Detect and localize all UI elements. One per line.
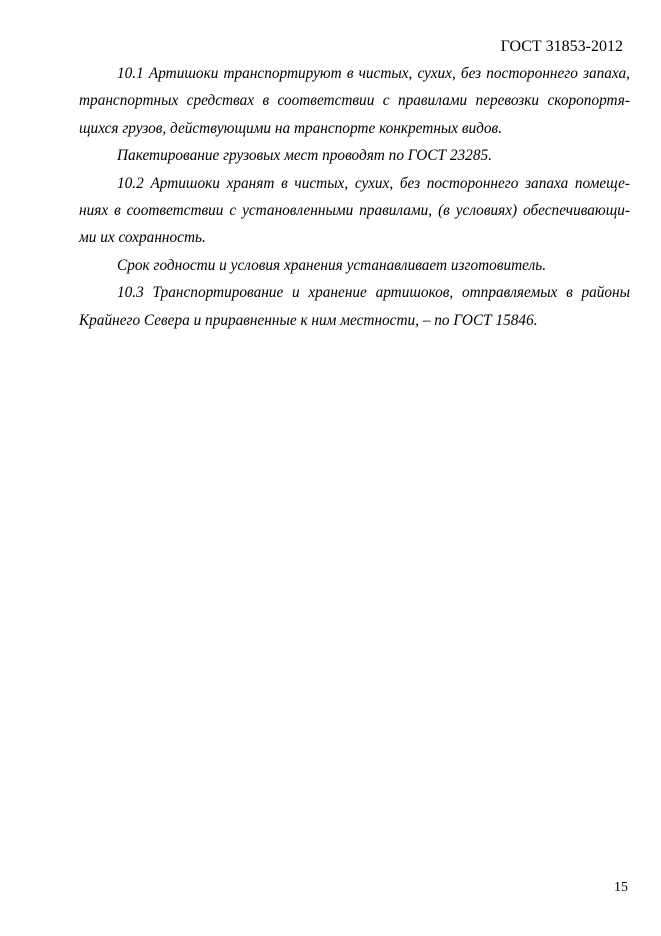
text-line: щихся грузов, действующими на транспорте конкретных видов. bbox=[79, 119, 503, 137]
text-line: 10.3 Транспортирование и хранение артишоков, отправляемых в районы bbox=[117, 284, 630, 302]
text-line: ми их сохранность. bbox=[79, 229, 206, 247]
page-number: 15 bbox=[614, 880, 628, 895]
text-line: 10.1 Артишоки транспортируют в чистых, сухих, без постороннего запаха, bbox=[117, 65, 630, 82]
text-line: Пакетирование грузовых мест проводят по ГОСТ 23285. bbox=[117, 147, 492, 165]
document-body bbox=[79, 60, 630, 334]
text-line: транспортных средствах в соответствии с правилами перевозки скоропортя- bbox=[79, 92, 630, 110]
text-line: 10.2 Артишоки хранят в чистых, сухих, без постороннего запаха помеще- bbox=[117, 174, 630, 192]
text-line: ниях в соответствии с установленными правилами, (в условиях) обеспечивающи- bbox=[79, 201, 630, 219]
document-header: ГОСТ 31853-2012 bbox=[500, 38, 623, 55]
text-line: Срок годности и условия хранения устанавливает изготовитель. bbox=[117, 256, 547, 274]
text-line: Крайнего Севера и приравненные к ним местности, – по ГОСТ 15846. bbox=[79, 311, 538, 329]
